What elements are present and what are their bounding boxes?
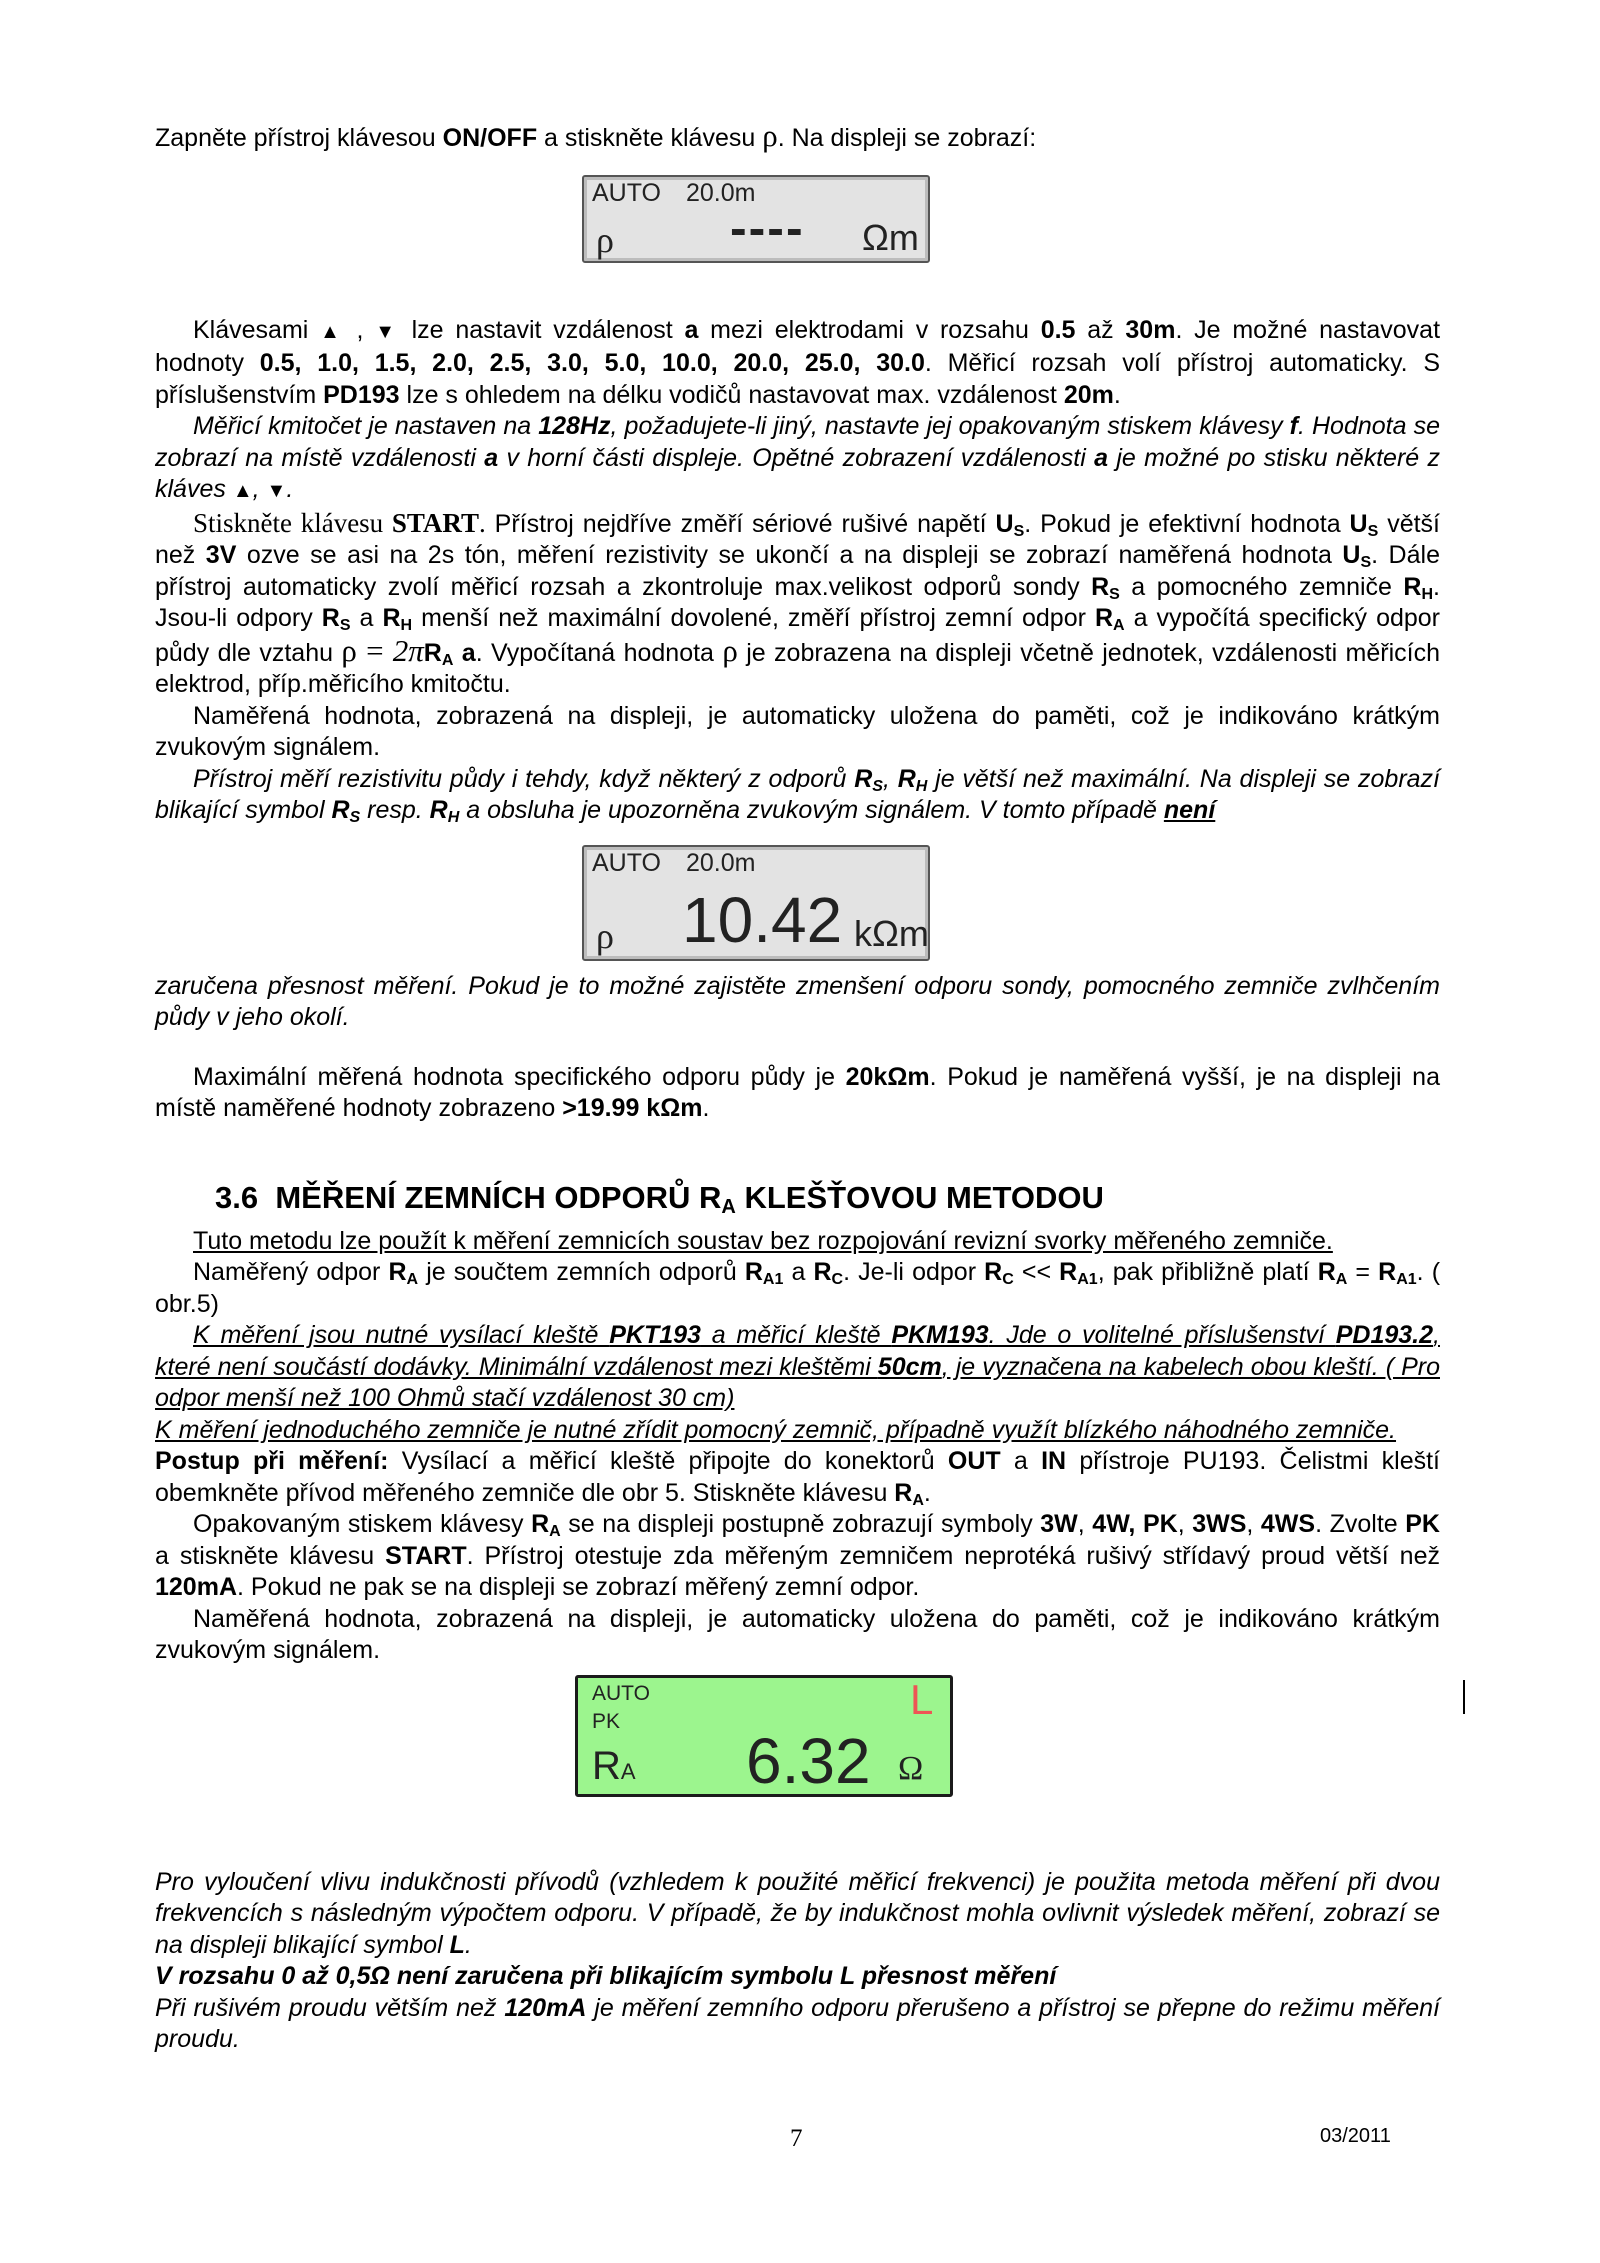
intro-paragraph: Zapněte přístroj klávesou ON/OFF a stiskněte klávesu ρ. Na displeji se zobrazí: <box>155 118 1037 153</box>
section-heading: 3.6 MĚŘENÍ ZEMNÍCH ODPORŮ $R_A$ KLEŠŤOVOU METODOU <box>215 1179 1104 1218</box>
paragraph-sum: Naměřený odpor $R_A$ je součtem zemních odporů $R_{A1}$ a $R_C$. Je-li odpor $R_C << R_{A1}$, pak přibližně platí $R_A = R_{A1}$. ( obr.5) <box>155 1258 1441 1318</box>
paragraph-start: Stiskněte klávesu START. Přístroj nejdříve změří sériové rušivé napětí $U_S$. Pokud je efektivní hodnota $U_S$ větší než 3V ozve se asi na 2s tón, měření rezistivity se ukončí a na displeji se zobrazí naměřená hodnota $U_S$. Dále přístroj automaticky zvolí měřicí rozsah a zkontroluje max.velikost odporů sondy $R_S$ a pomocného zemniče $R_H$. Jsou-li odpory $R_S$ a $R_H$ menší než maximální dovolené, změří přístroj zemní odpor $R_A$ a vypočítá specifický odpor půdy dle vztahu $\rho = 2\pi R_A$ a. Vypočítaná hodnota ρ je zobrazena na displeji včetně jednotek, vzdálenosti měřicích elektrod, příp.měřicího kmitočtu. <box>155 507 1441 698</box>
lcd-inductance-flag: L <box>910 1675 934 1723</box>
paragraph-simple-earth: K měření jednoduchého zemniče je nutné zřídit pomocný zemnič, případně využít blízkého náhodného zemniče. <box>155 1415 1397 1444</box>
lcd-value: 6.32 <box>746 1724 871 1797</box>
paragraph-clamps: K měření jsou nutné vysílací kleště PKT193 a měřicí kleště PKM193. Jde o volitelné příslušenství PD193.2, které není součástí dodávky. Minimální vzdálenost mezi kleštěmi 50cm, je vyznačena na kabelech obou kleští. ( Pro odpor menší než 100 Ohmů stačí vzdálenost 30 cm) <box>155 1321 1440 1412</box>
lcd-symbol: ρ <box>596 915 614 956</box>
lcd-value: ---- <box>730 199 805 256</box>
paragraph-distance: Klávesami ▲ , ▼ lze nastavit vzdálenost a mezi elektrodami v rozsahu 0.5 až 30m. Je možné nastavovat hodnoty 0.5, 1.0, 1.5, 2.0, 2.5, 3.0, 5.0, 10.0, 20.0, 25.0, 30.0. Měřicí rozsah volí přístroj automaticky. S příslušenstvím PD193 lze s ohledem na délku vodičů nastavovat max. vzdálenost 20m. <box>155 315 1441 409</box>
down-arrow-icon: ▼ <box>266 480 287 502</box>
paragraph-inductance: Pro vyloučení vlivu indukčnosti přívodů (vzhledem k použité měřicí frekvenci) je použita metoda měření při dvou frekvencích s následným výpočtem odporu. V případě, že by indukčnost mohla ovlivnit výsledek měření, zobrazí se na displeji blikající symbol L. <box>155 1867 1440 1959</box>
lcd-mode: AUTO <box>592 1681 650 1705</box>
paragraph-memory: Naměřená hodnota, zobrazená na displeji, je automaticky uložena do paměti, což je indikováno krátkým zvukovým signálem. <box>155 701 1440 761</box>
paragraph-procedure: Postup při měření: Vysílací a měřicí kleště připojte do konektorů OUT a IN přístroje PU193. Čelistmi kleští obemkněte přívod měřeného zemniče dle obr 5. Stiskněte klávesu $R_A$. <box>155 1447 1440 1509</box>
paragraph-accuracy: zaručena přesnost měření. Pokud je to možné zajistěte zmenšení odporu sondy, pomocného zemniče zvlhčením půdy v jeho okolí. <box>155 971 1440 1031</box>
lcd-display-resistivity-result <box>582 845 930 961</box>
up-arrow-icon: ▲ <box>320 320 345 343</box>
page-number: 7 <box>790 2125 803 2152</box>
lcd-mode: AUTO <box>592 178 661 207</box>
lcd-symbol: RA <box>592 1743 636 1788</box>
document-page <box>155 120 1440 2056</box>
footer-date: 03/2011 <box>1320 2125 1391 2147</box>
key-onoff: ON/OFF <box>442 124 538 152</box>
lcd-mode: AUTO <box>592 848 661 877</box>
lcd-unit: kΩm <box>854 912 929 954</box>
lcd-symbol: ρ <box>596 219 614 260</box>
paragraph-maximum: Maximální měřená hodnota specifického odporu půdy je 20kΩm. Pokud je naměřená vyšší, je na displeji na místě naměřené hodnoty zobrazeno >19.99 kΩm. <box>155 1062 1440 1122</box>
paragraph-warning: Přístroj měří rezistivitu půdy i tehdy, když některý z odporů $R_S$, $R_H$ je větší než maximální. Na displeji se zobrazí blikající symbol $R_S$ resp. $R_H$ a obsluha je upozorněna zvukovým signálem. V tomto případě není <box>155 764 1440 826</box>
down-arrow-icon: ▼ <box>375 320 400 343</box>
lcd-display-resistivity-idle <box>582 175 930 263</box>
paragraph-memory-2: Naměřená hodnota, zobrazená na displeji, je automaticky uložena do paměti, což je indikováno krátkým zvukovým signálem. <box>155 1604 1440 1664</box>
paragraph-interference: Při rušivém proudu větším než 120mA je měření zemního odporu přerušeno a přístroj se přepne do režimu měření proudu. <box>155 1993 1440 2053</box>
lcd-unit: Ω <box>898 1749 924 1787</box>
paragraph-modes: Opakovaným stiskem klávesy $R_A$ se na displeji postupně zobrazují symboly 3W, 4W, PK, 3WS, 4WS. Zvolte PK a stiskněte klávesu START. Přístroj otestuje zda měřeným zemničem neprotéká rušivý střídavý proud větší než 120mA. Pokud ne pak se na displeji se zobrazí měřený zemní odpor. <box>155 1510 1440 1601</box>
paragraph-method: Tuto metodu lze použít k měření zemnicích soustav bez rozpojování revizní svorky měřeného zemniče. <box>193 1226 1333 1255</box>
lcd-value: 10.42 <box>682 883 843 956</box>
lcd-unit: Ωm <box>862 216 919 258</box>
lcd-distance: 20.0m <box>686 848 756 877</box>
rho-symbol: ρ <box>762 118 778 153</box>
formula-rho: ρ <box>341 632 357 668</box>
paragraph-frequency: Měřicí kmitočet je nastaven na 128Hz, požadujete-li jiný, nastavte jej opakovaným stiskem klávesy f. Hodnota se zobrazí na místě vzdálenosti a v horní části displeje. Opětné zobrazení vzdálenosti a je možné po stisku některé z kláves ▲, ▼. <box>155 412 1441 503</box>
lcd-submode: PK <box>592 1709 621 1733</box>
up-arrow-icon: ▲ <box>232 480 253 502</box>
lcd-distance: 20.0m <box>686 178 756 207</box>
revision-bar <box>1463 1680 1465 1714</box>
paragraph-range-note: V rozsahu 0 až 0,5Ω není zaručena při blikajícím symbolu L přesnost měření <box>155 1962 1057 1990</box>
lcd-display-earth-resistance <box>575 1675 953 1797</box>
